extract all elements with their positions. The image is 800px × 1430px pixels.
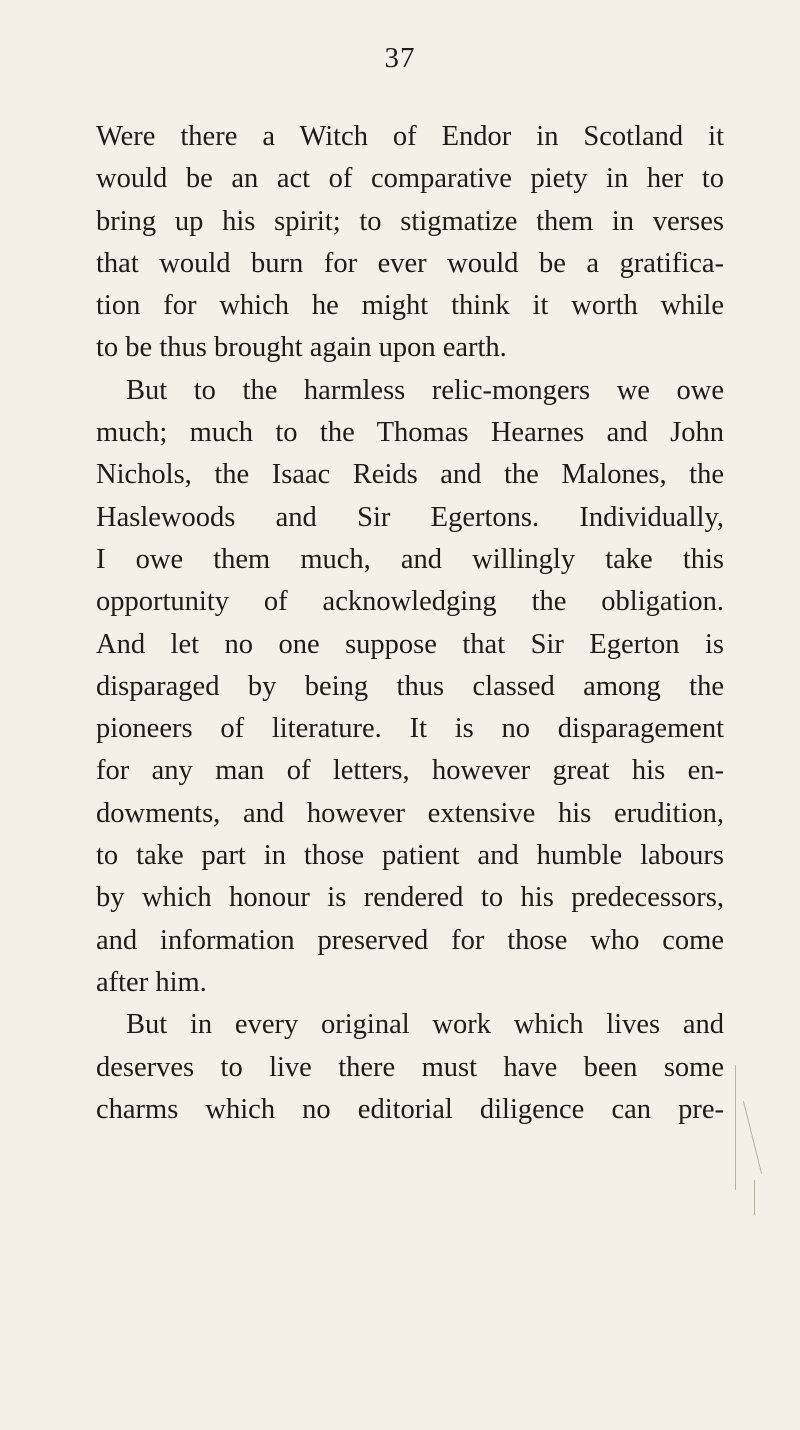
text-line: bring up his spirit; to stigmatize them in verses	[96, 205, 724, 237]
text-line: Nichols, the Isaac Reids and the Malones, the	[96, 459, 724, 491]
text-line: and information preserved for those who come	[96, 924, 724, 956]
text-line: I owe them much, and willingly take this	[96, 543, 724, 575]
paper-scratch-mark	[735, 1065, 736, 1190]
text-line: disparaged by being thus classed among the	[96, 670, 724, 702]
text-line: But in every original work which lives and	[126, 1009, 724, 1041]
text-line: And let no one suppose that Sir Egerton is	[96, 628, 724, 660]
text-line: would be an act of comparative piety in her to	[96, 163, 724, 195]
text-line: to take part in those patient and humble labours	[96, 840, 724, 872]
text-line: much; much to the Thomas Hearnes and John	[96, 417, 724, 449]
text-line: for any man of letters, however great his en-	[96, 755, 724, 787]
text-line: But to the harmless relic-mongers we owe	[126, 374, 724, 406]
text-line: deserves to live there must have been some	[96, 1051, 724, 1083]
paper-scratch-mark	[743, 1101, 762, 1174]
text-line: that would burn for ever would be a gratifica-	[96, 247, 724, 279]
text-line: pioneers of literature. It is no disparagement	[96, 713, 724, 745]
text-line: to be thus brought again upon earth.	[96, 332, 507, 364]
paper-scratch-mark	[754, 1180, 755, 1215]
page-number: 37	[384, 42, 416, 74]
text-line: tion for which he might think it worth while	[96, 290, 724, 322]
text-line: charms which no editorial diligence can pre-	[96, 1093, 724, 1125]
text-line: opportunity of acknowledging the obligation.	[96, 586, 724, 618]
text-line: after him.	[96, 966, 207, 998]
body-text	[96, 116, 724, 1131]
text-line: dowments, and however extensive his erudition,	[96, 797, 724, 829]
text-line: Haslewoods and Sir Egertons. Individually,	[96, 501, 724, 533]
text-line: by which honour is rendered to his predecessors,	[96, 882, 724, 914]
text-line: Were there a Witch of Endor in Scotland it	[96, 121, 724, 152]
